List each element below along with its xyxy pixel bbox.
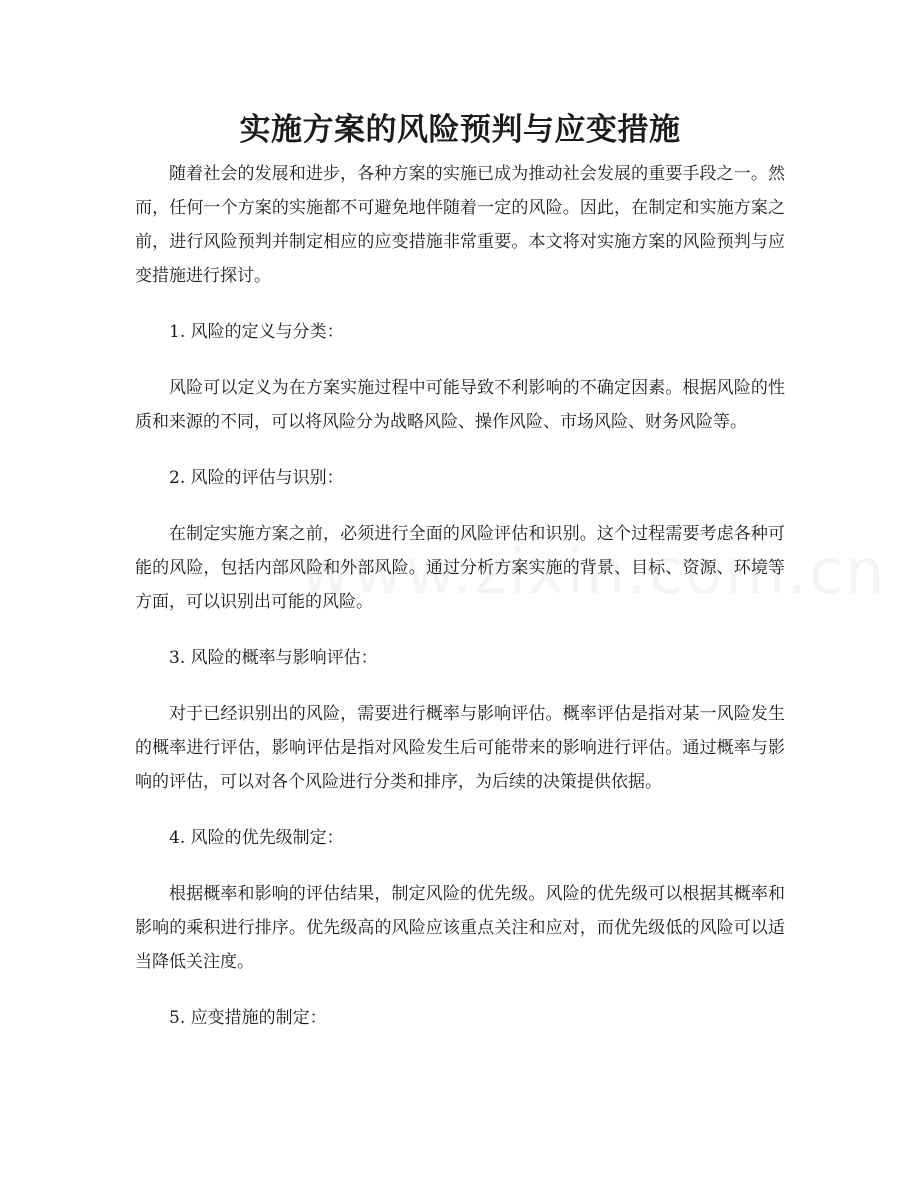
section-heading-4: 4. 风险的优先级制定： [169, 828, 344, 848]
document-body [135, 157, 785, 1057]
section-heading-3: 3. 风险的概率与影响评估： [169, 648, 378, 668]
section-paragraph-1: 风险可以定义为在方案实施过程中可能导致不利影响的不确定因素。根据风险的性质和来源的不同，可以将风险分为战略风险、操作风险、市场风险、财务风险等。 [135, 378, 785, 432]
section-heading-1: 1. 风险的定义与分类： [169, 322, 344, 342]
section-heading-2: 2. 风险的评估与识别： [169, 468, 344, 488]
section-paragraph-2: 在制定实施方案之前，必须进行全面的风险评估和识别。这个过程需要考虑各种可能的风险，包括内部风险和外部风险。通过分析方案实施的背景、目标、资源、环境等方面，可以识别出可能的风险。 [135, 524, 785, 612]
page-title: 实施方案的风险预判与应变措施 [239, 112, 681, 148]
section-heading-5: 5. 应变措施的制定： [169, 1008, 327, 1028]
section-paragraph-4: 根据概率和影响的评估结果，制定风险的优先级。风险的优先级可以根据其概率和影响的乘积进行排序。优先级高的风险应该重点关注和应对，而优先级低的风险可以适当降低关注度。 [135, 884, 785, 972]
intro-paragraph: 随着社会的发展和进步，各种方案的实施已成为推动社会发展的重要手段之一。然而，任何一个方案的实施都不可避免地伴随着一定的风险。因此，在制定和实施方案之前，进行风险预判并制定相应的应变措施非常重要。本文将对实施方案的风险预判与应变措施进行探讨。 [135, 164, 785, 286]
section-paragraph-3: 对于已经识别出的风险，需要进行概率与影响评估。概率评估是指对某一风险发生的概率进行评估，影响评估是指对风险发生后可能带来的影响进行评估。通过概率与影响的评估，可以对各个风险进行分类和排序，为后续的决策提供依据。 [135, 704, 785, 792]
